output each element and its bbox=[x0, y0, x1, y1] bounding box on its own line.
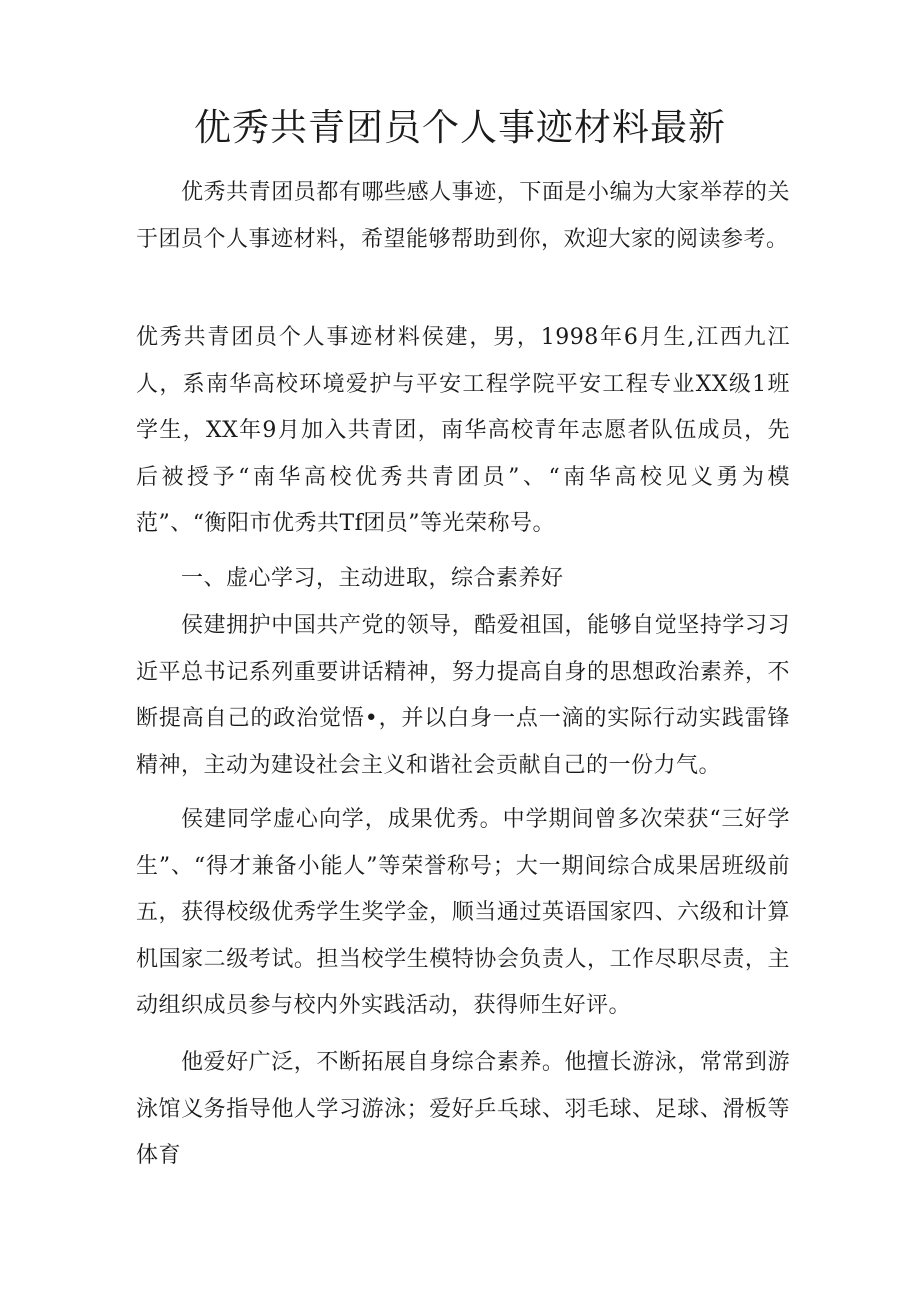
document-title: 优秀共青团员个人事迹材料最新 bbox=[194, 106, 726, 149]
section-heading-1: 一、虚心学习，主动进取，综合素养好 bbox=[181, 566, 564, 591]
body-paragraph-politics: 侯建拥护中国共产党的领导，酷爱祖国，能够自觉坚持学习习近平总书记系列重要讲话精神，努力提高自身的思想政治素养，不断提高自己的政治觉悟•，并以白身一点一滴的实际行动实践雷锋精神，主动为建设社会主义和谐社会贡献自己的一份力气。 bbox=[136, 613, 790, 778]
body-paragraph-study: 侯建同学虚心向学，成果优秀。中学期间曾多次荣获“三好学生”、“得才兼备小能人”等荣誉称号；大一期间综合成果居班级前五，获得校级优秀学生奖学金，顺当通过英语国家四、六级和计算机国家二级考试。担当校学生模特协会负责人，工作尽职尽责，主动组织成员参与校内外实践活动，获得师生好评。 bbox=[136, 807, 790, 1018]
body-paragraph-hobbies: 他爱好广泛，不断拓展自身综合素养。他擅长游泳，常常到游泳馆义务指导他人学习游泳；爱好乒乓球、羽毛球、足球、滑板等体育 bbox=[136, 1050, 790, 1168]
body-paragraph-profile: 优秀共青团员个人事迹材料侯建，男，1998年6月生,江西九江人，系南华高校环境爱护与平安工程学院平安工程专业XX级1班学生，XX年9月加入共青团，南华高校青年志愿者队伍成员，先后被授予“南华高校优秀共青团员”、“南华高校见义勇为模范”、“衡阳市优秀共Tf团员”等光荣称号。 bbox=[136, 325, 790, 536]
intro-paragraph: 优秀共青团员都有哪些感人事迹，下面是小编为大家举荐的关于团员个人事迹材料，希望能够帮助到你，欢迎大家的阅读参考。 bbox=[136, 180, 790, 252]
